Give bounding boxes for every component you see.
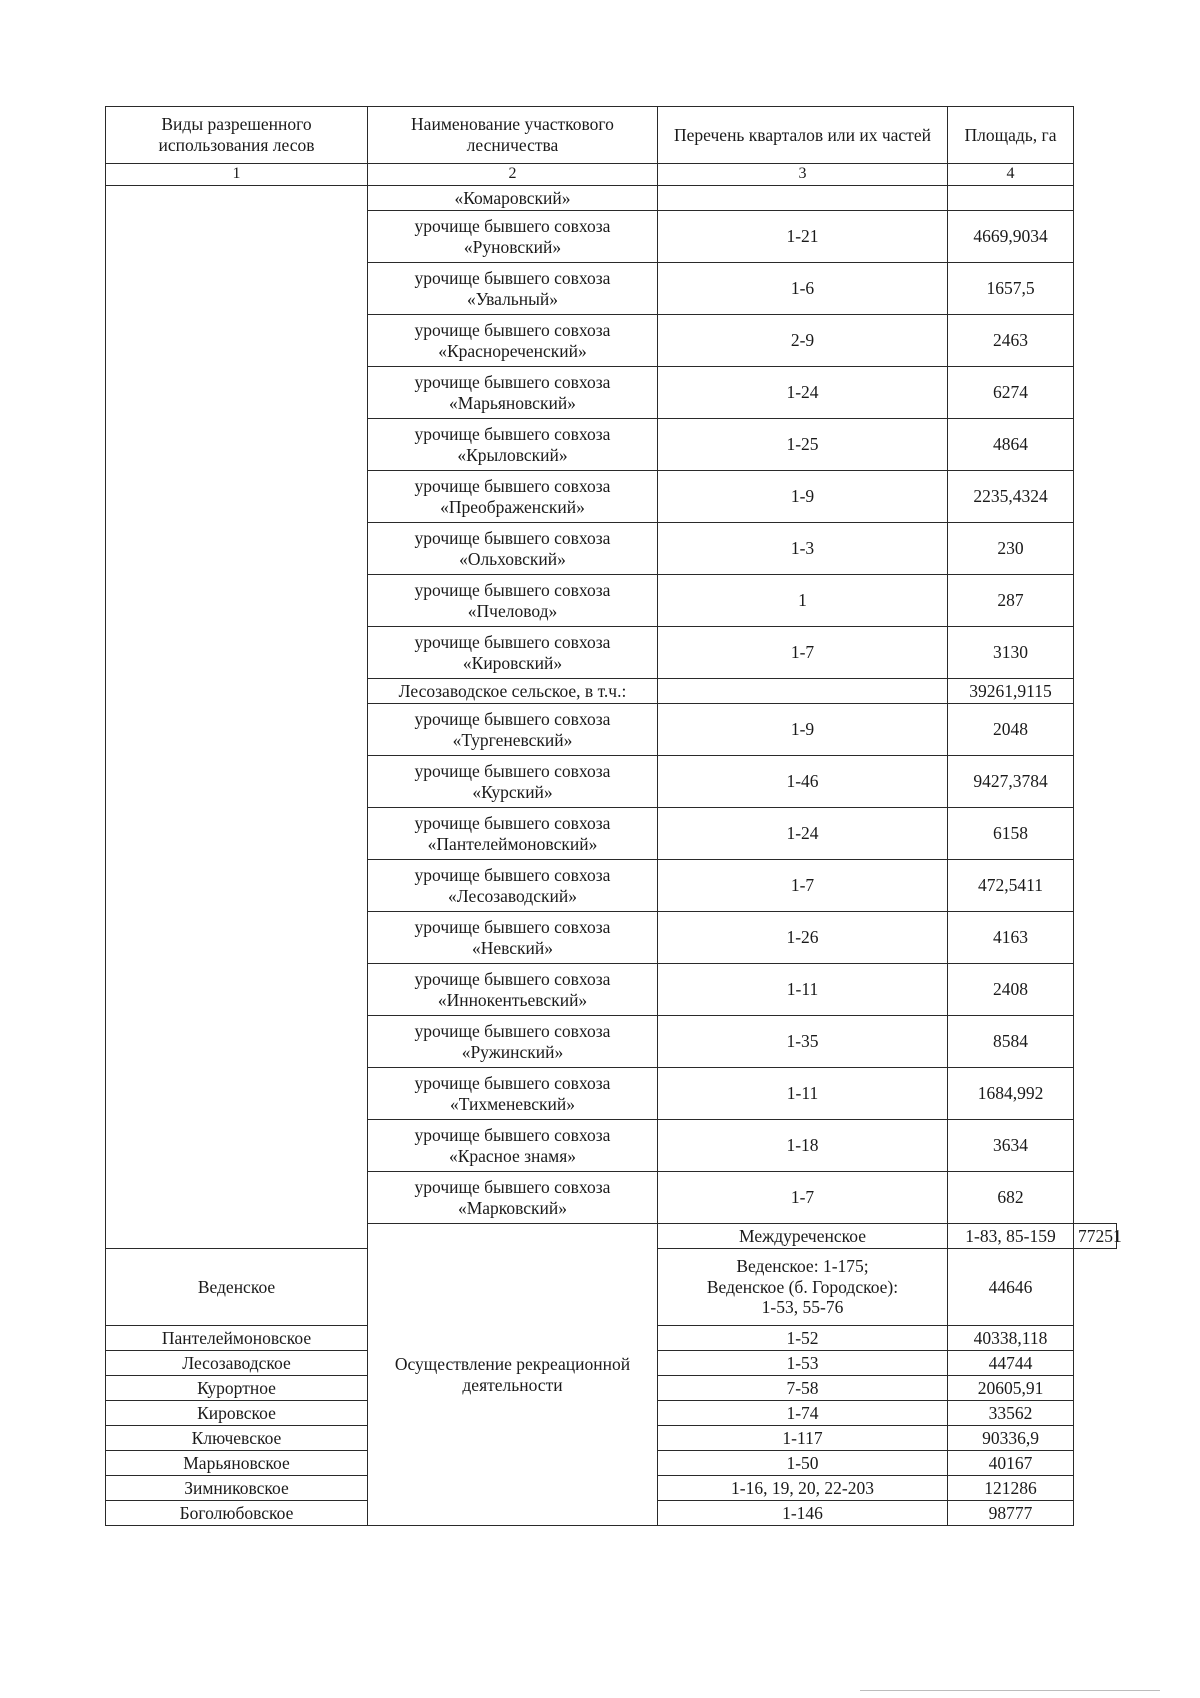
- forestry-name-cell: Зимниковское: [106, 1476, 368, 1501]
- forestry-name-cell: Междуреченское: [658, 1224, 948, 1249]
- quarters-cell: 1-26: [658, 912, 948, 964]
- forestry-name-line: «Тургеневский»: [452, 729, 573, 750]
- forestry-name-line: урочище бывшего совхоза: [414, 1072, 611, 1093]
- area-cell: 4163: [948, 912, 1074, 964]
- quarters-cell: 1-25: [658, 419, 948, 471]
- quarters-cell: 1-52: [658, 1326, 948, 1351]
- forestry-name-line: урочище бывшего совхоза: [414, 579, 611, 600]
- forestry-name-cell: [368, 1120, 658, 1172]
- area-cell: 2463: [948, 315, 1074, 367]
- usage-type-cell-empty: [106, 186, 368, 1249]
- area-cell: 6274: [948, 367, 1074, 419]
- header-row: [106, 107, 1117, 164]
- forestry-name-line: «Ружинский»: [461, 1041, 564, 1062]
- forestry-name-cell: Марьяновское: [106, 1451, 368, 1476]
- column-number: 2: [368, 164, 658, 186]
- forestry-name-line: урочище бывшего совхоза: [414, 319, 611, 340]
- quarters-cell: 7-58: [658, 1376, 948, 1401]
- area-cell: 682: [948, 1172, 1074, 1224]
- header-usage-type: Виды разрешенного использования лесов: [106, 107, 368, 164]
- forestry-name-cell: [368, 419, 658, 471]
- area-cell: [948, 186, 1074, 211]
- quarters-cell: 1-3: [658, 523, 948, 575]
- area-cell: 44646: [948, 1249, 1074, 1326]
- forestry-name-cell: [368, 263, 658, 315]
- forestry-name-cell: [368, 627, 658, 679]
- area-cell: 40167: [948, 1451, 1074, 1476]
- forestry-name-cell: [368, 964, 658, 1016]
- forestry-name-line: «Марковский»: [457, 1197, 568, 1218]
- area-cell: 33562: [948, 1401, 1074, 1426]
- forestry-name-line: «Марьяновский»: [449, 392, 576, 413]
- forestry-name-cell: [368, 315, 658, 367]
- table-body: [106, 186, 1122, 1526]
- header-quarters: Перечень кварталов или их частей: [658, 107, 948, 164]
- forestry-name-line: урочище бывшего совхоза: [414, 708, 611, 729]
- forestry-name-line: урочище бывшего совхоза: [414, 631, 611, 652]
- area-cell: 1684,992: [948, 1068, 1074, 1120]
- quarters-cell: 1-6: [658, 263, 948, 315]
- forestry-name-cell: Пантелеймоновское: [106, 1326, 368, 1351]
- column-number: 4: [948, 164, 1074, 186]
- forestry-name-line: урочище бывшего совхоза: [414, 916, 611, 937]
- forestry-name-cell: Кировское: [106, 1401, 368, 1426]
- forestry-name-cell: [368, 756, 658, 808]
- area-cell: 6158: [948, 808, 1074, 860]
- forestry-name-line: урочище бывшего совхоза: [414, 812, 611, 833]
- header-area: Площадь, га: [948, 107, 1074, 164]
- forest-use-table: [105, 106, 1122, 1526]
- document-page: [105, 106, 1122, 1526]
- forestry-name-line: «Кировский»: [462, 652, 563, 673]
- forestry-name-line: «Руновский»: [463, 236, 562, 257]
- forestry-name-line: «Крыловский»: [457, 444, 568, 465]
- area-cell: 9427,3784: [948, 756, 1074, 808]
- area-cell: 121286: [948, 1476, 1074, 1501]
- quarters-cell: 1-9: [658, 704, 948, 756]
- quarters-cell: 1-7: [658, 627, 948, 679]
- quarters-cell: 1-117: [658, 1426, 948, 1451]
- forestry-name-cell: Курортное: [106, 1376, 368, 1401]
- forestry-name-line: «Преображенский»: [440, 496, 585, 517]
- area-cell: 4669,9034: [948, 211, 1074, 263]
- forestry-name-cell: [368, 1068, 658, 1120]
- quarters-cell: [658, 679, 948, 704]
- forestry-name-cell: [368, 523, 658, 575]
- area-cell: 8584: [948, 1016, 1074, 1068]
- quarters-cell: 1-24: [658, 367, 948, 419]
- quarters-cell: 1-7: [658, 860, 948, 912]
- quarters-cell: 1-21: [658, 211, 948, 263]
- forestry-name-cell: Ключевское: [106, 1426, 368, 1451]
- forestry-name-line: урочище бывшего совхоза: [414, 864, 611, 885]
- quarters-cell: 1-24: [658, 808, 948, 860]
- forestry-name-cell: [368, 575, 658, 627]
- forestry-name-line: «Пчеловод»: [467, 600, 558, 621]
- forestry-name-cell: [368, 912, 658, 964]
- forestry-name-line: «Лесозаводский»: [448, 885, 577, 906]
- forestry-name-cell: Лесозаводское сельское, в т.ч.:: [368, 679, 658, 704]
- area-cell: 2048: [948, 704, 1074, 756]
- forestry-name-line: урочище бывшего совхоза: [414, 968, 611, 989]
- area-cell: 4864: [948, 419, 1074, 471]
- page-edge-line: [860, 1690, 1160, 1691]
- quarters-cell: [658, 1249, 948, 1326]
- area-cell: 98777: [948, 1501, 1074, 1526]
- area-cell: 2408: [948, 964, 1074, 1016]
- forestry-name-cell: [368, 860, 658, 912]
- area-cell: 2235,4324: [948, 471, 1074, 523]
- forestry-name-line: «Пантелеймоновский»: [427, 833, 598, 854]
- quarters-cell: 1-146: [658, 1501, 948, 1526]
- quarters-cell: 1-7: [658, 1172, 948, 1224]
- forestry-name-cell: «Комаровский»: [368, 186, 658, 211]
- forestry-name-line: урочище бывшего совхоза: [414, 760, 611, 781]
- table-row: [106, 186, 1117, 211]
- quarters-cell: 2-9: [658, 315, 948, 367]
- forestry-name-line: урочище бывшего совхоза: [414, 371, 611, 392]
- forestry-name-line: «Курский»: [472, 781, 553, 802]
- forestry-name-line: урочище бывшего совхоза: [414, 215, 611, 236]
- forestry-name-cell: [368, 808, 658, 860]
- forestry-name-cell: [368, 1016, 658, 1068]
- forestry-name-line: «Ольховский»: [459, 548, 566, 569]
- forestry-name-line: урочище бывшего совхоза: [414, 1176, 611, 1197]
- area-cell: 3634: [948, 1120, 1074, 1172]
- forestry-name-cell: [368, 471, 658, 523]
- area-cell: 287: [948, 575, 1074, 627]
- forestry-name-cell: Веденское: [106, 1249, 368, 1326]
- area-cell: 20605,91: [948, 1376, 1074, 1401]
- quarters-cell: 1-53: [658, 1351, 948, 1376]
- forestry-name-line: урочище бывшего совхоза: [414, 267, 611, 288]
- quarters-cell: 1-18: [658, 1120, 948, 1172]
- quarters-cell: 1-46: [658, 756, 948, 808]
- quarters-cell: 1-11: [658, 964, 948, 1016]
- forestry-name-line: урочище бывшего совхоза: [414, 1020, 611, 1041]
- forestry-name-line: «Тихменевский»: [449, 1093, 575, 1114]
- forestry-name-cell: [368, 1172, 658, 1224]
- quarters-line: 1-53, 55-76: [761, 1297, 844, 1318]
- forestry-name-line: урочище бывшего совхоза: [414, 1124, 611, 1145]
- area-cell: 1657,5: [948, 263, 1074, 315]
- forestry-name-line: «Увальный»: [466, 288, 559, 309]
- forestry-name-line: «Краснореченский»: [438, 340, 587, 361]
- forestry-name-line: «Иннокентьевский»: [437, 989, 588, 1010]
- area-cell: 3130: [948, 627, 1074, 679]
- area-cell: 40338,118: [948, 1326, 1074, 1351]
- column-number: 1: [106, 164, 368, 186]
- forestry-name-cell: [368, 367, 658, 419]
- quarters-line: Веденское: 1-175;: [736, 1256, 869, 1277]
- forestry-name-cell: Боголюбовское: [106, 1501, 368, 1526]
- quarters-line: Веденское (б. Городское):: [706, 1276, 899, 1297]
- column-number-row: [106, 164, 1117, 186]
- forestry-name-line: «Красное знамя»: [448, 1145, 577, 1166]
- quarters-cell: 1: [658, 575, 948, 627]
- area-cell: 230: [948, 523, 1074, 575]
- quarters-cell: 1-9: [658, 471, 948, 523]
- forestry-name-cell: [368, 704, 658, 756]
- forestry-name-line: урочище бывшего совхоза: [414, 423, 611, 444]
- header-forestry-name: Наименование участкового лесничества: [368, 107, 658, 164]
- area-cell: 44744: [948, 1351, 1074, 1376]
- area-cell: 472,5411: [948, 860, 1074, 912]
- area-cell: 39261,9115: [948, 679, 1074, 704]
- forestry-name-line: урочище бывшего совхоза: [414, 475, 611, 496]
- forestry-name-cell: [368, 211, 658, 263]
- usage-type-recreation: Осуществление рекреационной деятельности: [368, 1224, 658, 1526]
- forestry-name-cell: Лесозаводское: [106, 1351, 368, 1376]
- forestry-name-line: урочище бывшего совхоза: [414, 527, 611, 548]
- column-number: 3: [658, 164, 948, 186]
- area-cell: 77251: [1074, 1224, 1117, 1249]
- quarters-cell: 1-11: [658, 1068, 948, 1120]
- quarters-cell: 1-83, 85-159: [948, 1224, 1074, 1249]
- quarters-cell: 1-35: [658, 1016, 948, 1068]
- forestry-name-line: «Невский»: [471, 937, 554, 958]
- quarters-cell: [658, 186, 948, 211]
- quarters-cell: 1-16, 19, 20, 22-203: [658, 1476, 948, 1501]
- area-cell: 90336,9: [948, 1426, 1074, 1451]
- quarters-cell: 1-50: [658, 1451, 948, 1476]
- quarters-cell: 1-74: [658, 1401, 948, 1426]
